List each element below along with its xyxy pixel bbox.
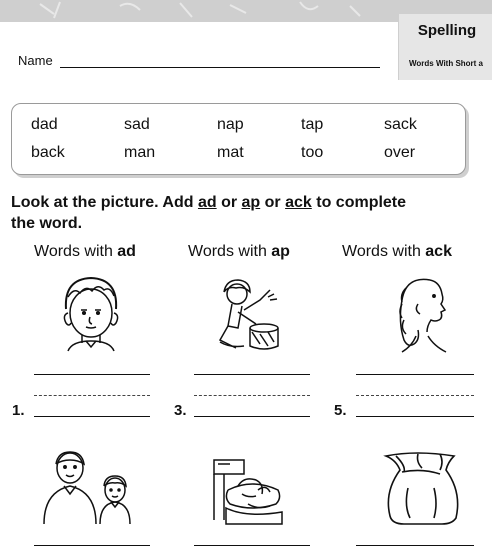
empty-sack-picture xyxy=(378,448,464,528)
dashed-guide-line xyxy=(356,395,474,396)
write-line[interactable] xyxy=(194,545,310,546)
boy-face-picture xyxy=(52,275,130,355)
write-line[interactable] xyxy=(34,545,150,546)
name-label: Name xyxy=(18,53,53,68)
write-line[interactable] xyxy=(34,416,150,417)
child-napping-picture xyxy=(208,456,286,526)
word-bank-item: tap xyxy=(301,116,324,133)
item-number: 3. xyxy=(174,402,187,419)
boy-drum-picture xyxy=(214,278,282,356)
word-bank-item: over xyxy=(384,144,416,161)
girl-side-face-picture xyxy=(394,274,452,356)
word-bank-item: mat xyxy=(217,144,244,161)
write-line[interactable] xyxy=(194,416,310,417)
word-bank-item: sack xyxy=(384,116,417,133)
dashed-guide-line xyxy=(194,395,310,396)
word-bank-item: sad xyxy=(124,116,150,133)
column-heading-ad: Words with ad xyxy=(34,243,136,260)
word-bank-item: nap xyxy=(217,116,244,133)
word-bank-item: dad xyxy=(31,116,58,133)
write-line[interactable] xyxy=(356,545,474,546)
instructions: Look at the picture. Add ad or ap or ack to complete the word. xyxy=(11,194,407,232)
father-and-son-picture xyxy=(40,450,140,526)
word-bank-item: back xyxy=(31,144,65,161)
column-heading-ack: Words with ack xyxy=(342,243,452,260)
write-line[interactable] xyxy=(356,416,474,417)
item-number: 5. xyxy=(334,402,347,419)
column-heading-ap: Words with ap xyxy=(188,243,290,260)
tab-title: Spelling xyxy=(417,22,477,39)
write-line[interactable] xyxy=(194,374,310,375)
word-bank-item: man xyxy=(124,144,156,161)
word-bank xyxy=(11,103,466,175)
name-area xyxy=(0,22,393,78)
spelling-tab xyxy=(398,14,492,80)
dashed-guide-line xyxy=(34,395,150,396)
tab-subtitle: Words With Short a xyxy=(409,59,483,68)
name-write-line[interactable] xyxy=(60,67,380,68)
write-line[interactable] xyxy=(34,374,150,375)
write-line[interactable] xyxy=(356,374,474,375)
item-number: 1. xyxy=(12,402,25,419)
word-bank-item: too xyxy=(301,144,324,161)
